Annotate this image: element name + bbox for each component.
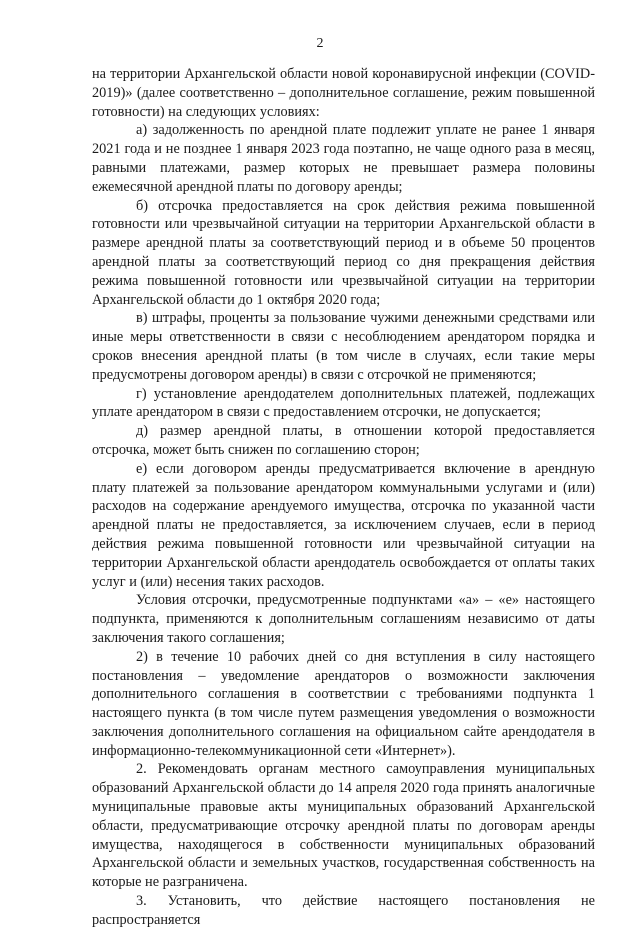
paragraph: Условия отсрочки, предусмотренные подпунктами «а» – «е» настоящего подпункта, применяются к дополнительным соглашениям независимо от даты заключения такого соглашения; (92, 592, 595, 646)
paragraph: в) штрафы, проценты за пользование чужими денежными средствами или иные меры ответственности в связи с несоблюдением арендатором порядка и сроков внесения арендной платы (в том числе в случаях, если такие меры предусмотрены договором аренды) в связи с отсрочкой не применяются; (92, 310, 595, 383)
paragraph: б) отсрочка предоставляется на срок действия режима повышенной готовности или чрезвычайной ситуации на территории Архангельской области в размере арендной платы за соответствующий период и в объеме 50 процентов арендной платы за соответствующий период со дня прекращения действия режима повышенной готовности или чрезвычайной ситуации на территории Архангельской области до 1 октября 2020 года; (92, 197, 595, 308)
paragraph: 3. Установить, что действие настоящего постановления не распространяется (92, 893, 595, 928)
paragraph: а) задолженность по арендной плате подлежит уплате не ранее 1 января 2021 года и не позднее 1 января 2023 года поэтапно, не чаще одного раза в месяц, равными платежами, размер которых не превышает размера половины ежемесячной арендной платы по договору аренды; (92, 122, 595, 195)
paragraph: 2. Рекомендовать органам местного самоуправления муниципальных образований Архангельской области до 14 апреля 2020 года принять аналогичные муниципальные правовые акты муниципальных образований Архангельской области, предусматривающие отсрочку арендной платы по договорам аренды имущества, находящегося в собственности муниципальных образований Архангельской области и земельных участков, государственная собственность на которые не разграничена. (92, 761, 595, 891)
paragraph: е) если договором аренды предусматривается включение в арендную плату платежей за пользование арендатором коммунальными услугами и (или) расходов на содержание арендуемого имущества, отсрочка по указанной части арендной платы не предоставляется, за исключением случаев, если в период действия режима повышенной готовности или чрезвычайной ситуации на территории Архангельской области арендодатель освобождается от оплаты таких услуг и (или) несения таких расходов. (92, 460, 595, 590)
page-number: 2 (316, 36, 324, 51)
paragraph: г) установление арендодателем дополнительных платежей, подлежащих уплате арендатором в связи с предоставлением отсрочки, не допускается; (92, 385, 595, 421)
document-body (92, 65, 595, 930)
paragraph: на территории Архангельской области новой коронавирусной инфекции (COVID-2019)» (далее соответственно – дополнительное соглашение, режим повышенной готовности) на следующих условиях: (92, 66, 595, 120)
paragraph: д) размер арендной платы, в отношении которой предоставляется отсрочка, может быть снижен по соглашению сторон; (92, 423, 595, 458)
paragraph: 2) в течение 10 рабочих дней со дня вступления в силу настоящего постановления – уведомление арендаторов о возможности заключения дополнительного соглашения в соответствии с требованиями подпункта 1 настоящего пункта (в том числе путем размещения уведомления о возможности заключения дополнительного соглашения на официальном сайте арендодателя в информационно-телекоммуникационной сети «Интернет»). (92, 648, 595, 759)
